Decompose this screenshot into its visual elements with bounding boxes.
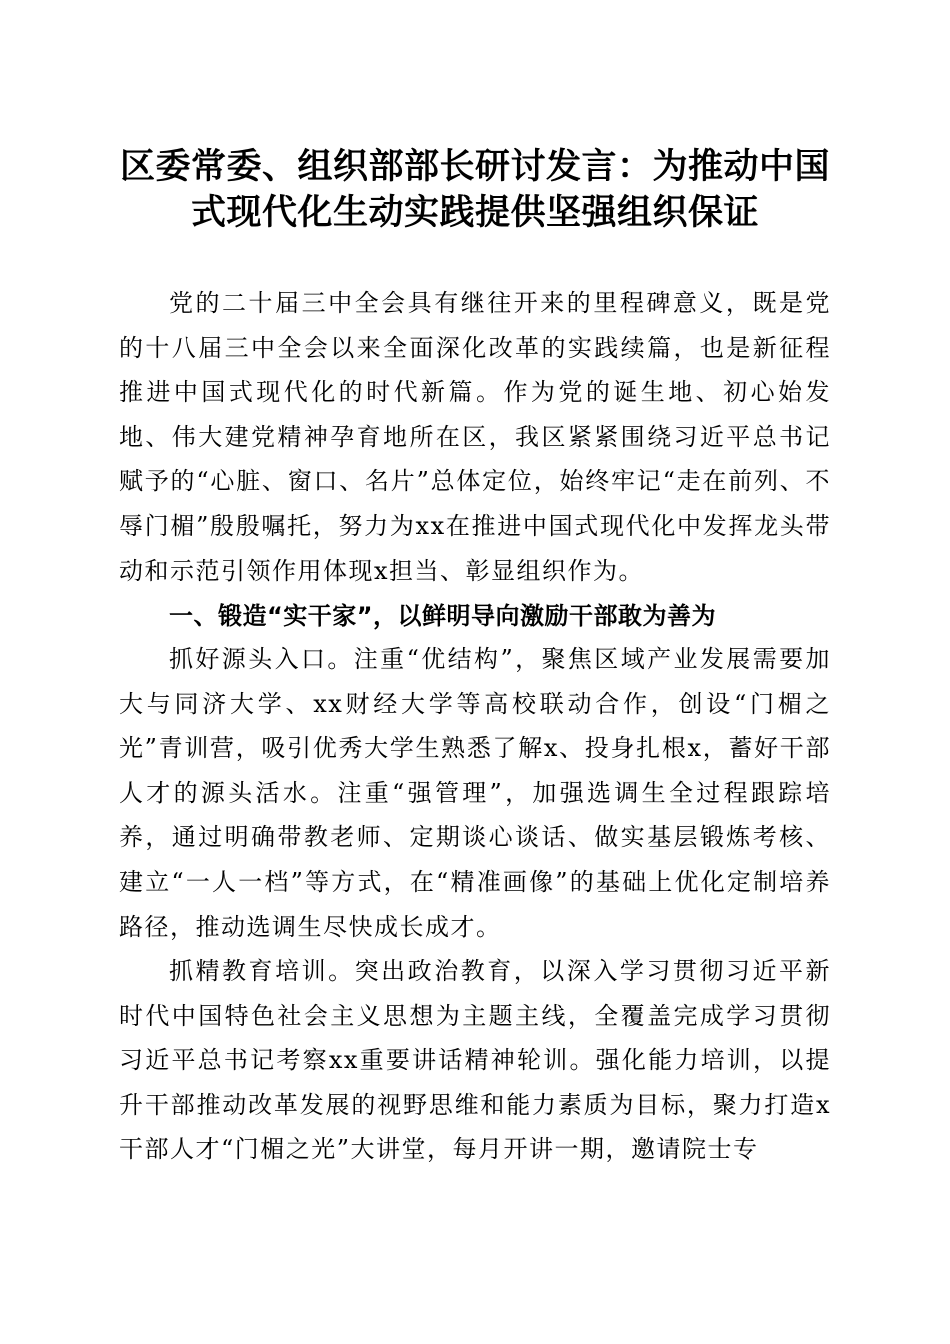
document-title-line-2: 式现代化生动实践提供坚强组织保证	[190, 193, 759, 233]
paragraph-education-training: 抓精教育培训。突出政治教育，以深入学习贯彻习近平新时代中国特色社会主义思想为主题主线，全覆盖完成学习贯彻习近平总书记考察xx重要讲话精神轮训。强化能力培训，以提升干部推动改革发展的视野思维和能力素质为目标，聚力打造x干部人才“门楣之光”大讲堂，每月开讲一期，邀请院士专	[119, 957, 831, 1164]
paragraph-source-entry: 抓好源头入口。注重“优结构”，聚焦区域产业发展需要加大与同济大学、xx财经大学等高校联动合作，创设“门楣之光”青训营，吸引优秀大学生熟悉了解x、投身扎根x，蓄好干部人才的源头活水。注重“强管理”，加强选调生全过程跟踪培养，通过明确带教老师、定期谈心谈话、做实基层锻炼考核、建立“一人一档”等方式，在“精准画像”的基础上优化定制培养路径，推动选调生尽快成长成才。	[119, 645, 831, 941]
section-heading-1: 一、锻造“实干家”，以鲜明导向激励干部敢为善为	[169, 602, 717, 630]
document-title-line-1: 区委常委、组织部部长研讨发言：为推动中国	[119, 147, 830, 187]
paragraph-intro: 党的二十届三中全会具有继往开来的里程碑意义，既是党的十八届三中全会以来全面深化改革的实践续篇，也是新征程推进中国式现代化的时代新篇。作为党的诞生地、初心始发地、伟大建党精神孕育地所在区，我区紧紧围绕习近平总书记赋予的“心脏、窗口、名片”总体定位，始终牢记“走在前列、不辱门楣”殷殷嘱托，努力为xx在推进中国式现代化中发挥龙头带动和示范引领作用体现x担当、彰显组织作为。	[119, 289, 831, 585]
